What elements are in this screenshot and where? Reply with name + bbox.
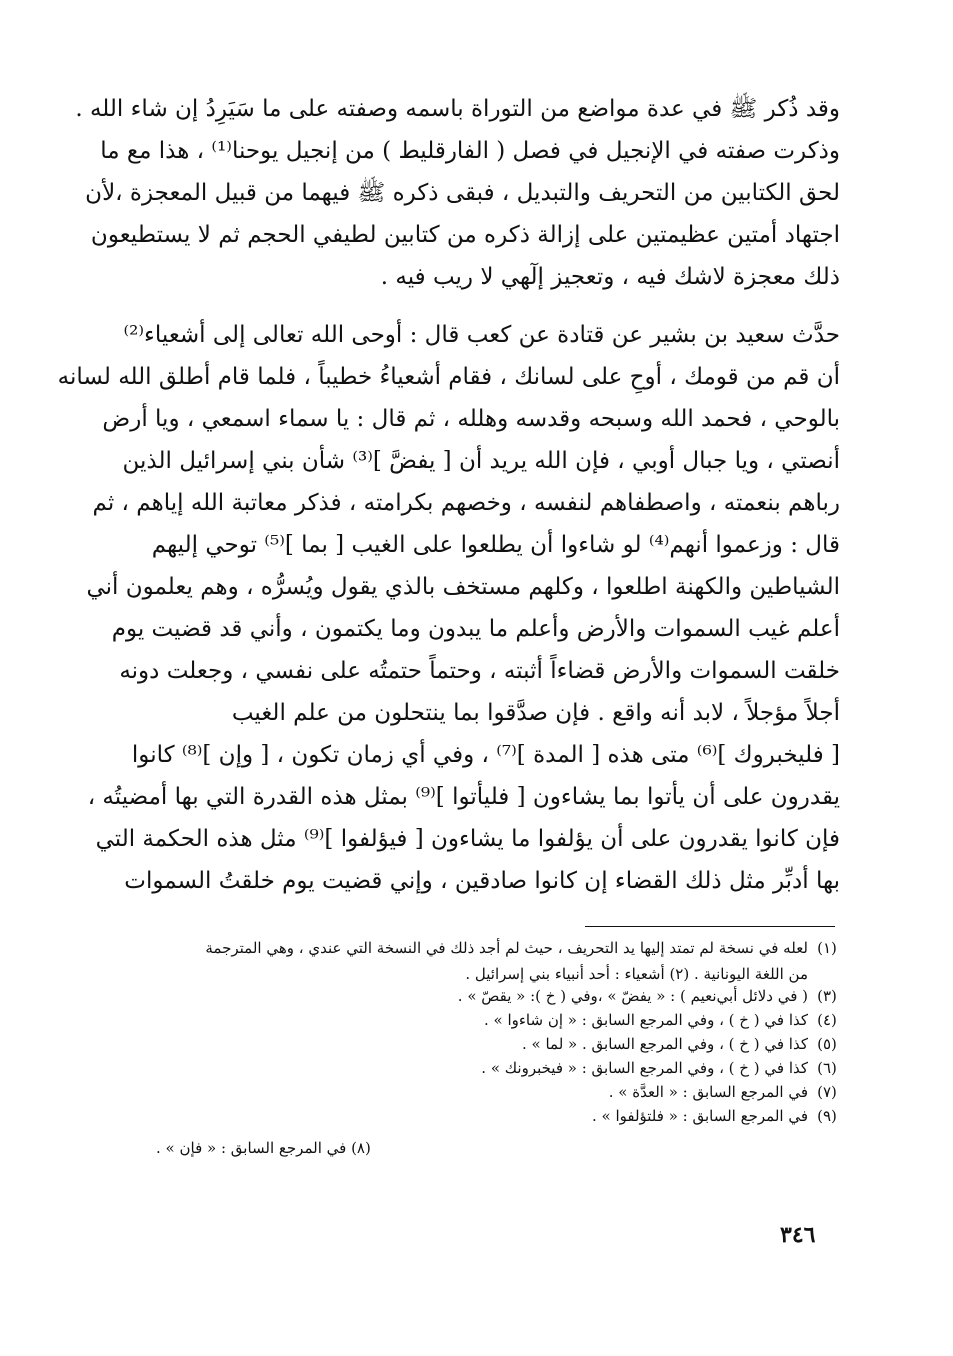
text-line: خلقت السموات والأرض قضاءاً أثبته ، وحتماً حتمتُه على نفسي ، وجعلت دونه (119, 658, 840, 684)
text-line: فإن كانوا يقدرون على أن يؤلفوا ما يشاءون [ فيؤلفوا ]⁽⁹⁾ مثل هذه الحكمة التي (95, 826, 840, 852)
footnote-number: (٧) (817, 1083, 837, 1101)
text-line: اجتهاد أمتين عظيمتين على إزالة ذكره من كتابين لطيفي الحجم ثم لا يستطيعون (90, 222, 840, 248)
footnote-4 (118, 1013, 846, 1037)
footnote-9 (118, 1109, 846, 1133)
paragraph-1 (75, 96, 840, 308)
text-line: يقدرون على أن يأتوا بما يشاءون [ فليأتوا ]⁽⁹⁾ بمثل هذه القدرة التي بها أمضيتُه ، (87, 784, 840, 810)
text-line: الشياطين والكهنة اطلعوا ، وكلهم مستخف بالذي يقول ويُسرُّه ، وهم يعلمون أني (86, 574, 840, 600)
text-line: أنصتي ، ويا جبال أوبي ، فإن الله يريد أن [ يفضَّ ]⁽³⁾ شأن بني إسرائيل الذين (122, 448, 840, 474)
footnote-3 (118, 989, 846, 1013)
footnote-1 (118, 941, 846, 965)
footnote-divider (585, 926, 835, 927)
footnote-text: ( في دلائل أبي‌نعيم ) : « يفضّ » ،وفي ( خ ): « يقصّ » . (457, 987, 808, 1005)
text-line: أجلاً مؤجلاً ، لابد أنه واقع . فإن صدَّقوا بما ينتحلون من علم الغيب (231, 700, 840, 726)
footnotes (118, 941, 846, 1133)
footnote-number: (١) (817, 939, 837, 957)
footnote-text: لعله في نسخة لم تمتد إليها يد التحريف ، حيث لم أجد ذلك في النسخة التي عندي ، وهي المترجمة (205, 939, 808, 957)
text-line: وذكرت صفته في الإنجيل في فصل ( الفارقليط ) من إنجيل يوحنا⁽¹⁾ ، هذا مع ما (100, 138, 840, 164)
footnote-number: (٦) (817, 1059, 837, 1077)
footnote-7 (118, 1085, 846, 1109)
footnote-number: (٥) (817, 1035, 837, 1053)
text-line: قال : وزعموا أنهم⁽⁴⁾ لو شاءوا أن يطلعوا على الغيب [ بما ]⁽⁵⁾ توحي إليهم (151, 532, 840, 558)
footnote-5 (118, 1037, 846, 1061)
text-line: بها أدبِّر مثل ذلك القضاء إن كانوا صادقين ، وإني قضيت يوم خلقتُ السموات (124, 868, 840, 894)
text-line: أعلم غيب السموات والأرض وأعلم ما يبدون وما يكتمون ، وأني قد قضيت يوم (111, 616, 840, 642)
text-line: لحق الكتابين من التحريف والتبديل ، فبقى ذكره ﷺ فيهما من قبيل المعجزة ،لأن (85, 180, 840, 206)
footnote-text: كذا في ( خ ) ، وفي المرجع السابق : « إن شاءوا » . (483, 1011, 808, 1029)
text-line: وقد ذُكر ﷺ في عدة مواضع من التوراة باسمه وصفته على ما سَيَرِدُ إن شاء الله . (75, 96, 840, 122)
footnote-text: في المرجع السابق : « فلتؤلفوا » . (591, 1107, 808, 1125)
text-line: حدَّث سعيد بن بشير عن قتادة عن كعب قال : أوحى الله تعالى إلى أشعياء⁽²⁾ (123, 322, 840, 348)
footnote-text: كذا في ( خ ) ، وفي المرجع السابق . « لما » . (521, 1035, 808, 1053)
footnote-8: (٨) في المرجع السابق : « فإن » . (156, 1139, 371, 1157)
text-line: بالوحي ، فحمد الله وسبحه وقدسه وهلله ، ثم قال : يا سماء اسمعي ، ويا أرض (102, 406, 840, 432)
footnote-text: كذا في ( خ ) ، وفي المرجع السابق : « فيخبرونك » . (481, 1059, 808, 1077)
footnote-text: في المرجع السابق : « العدَّة » . (608, 1083, 808, 1101)
footnote-number: (٤) (817, 1011, 837, 1029)
paragraph-2 (57, 322, 840, 912)
page-number: ٣٤٦ (780, 1222, 816, 1248)
text-line: ذلك معجزة لاشك فيه ، وتعجيز إلٓهي لا ريب فيه . (380, 264, 840, 290)
footnote-6 (118, 1061, 846, 1085)
footnote-1-continued: من اللغة اليونانية . (٢) أشعياء : أحد أنبياء بني إسرائيل . (465, 965, 808, 983)
footnote-number: (٩) (817, 1107, 837, 1125)
text-line: [ فليخبروك ]⁽⁶⁾ متى هذه [ المدة ]⁽⁷⁾ ، وفي أي زمان تكون ، [ وإن ]⁽⁸⁾ كانوا (131, 742, 840, 768)
footnote-number: (٣) (817, 987, 837, 1005)
text-line: رباهم بنعمته ، واصطفاهم لنفسه ، وخصهم بكرامته ، فذكر معاتبة الله إياهم ، ثم (92, 490, 840, 516)
text-line: أن قم من قومك ، أوحِ على لسانك ، فقام أشعياءُ خطيباً ، فلما قام أطلق الله لسانه (57, 364, 840, 390)
